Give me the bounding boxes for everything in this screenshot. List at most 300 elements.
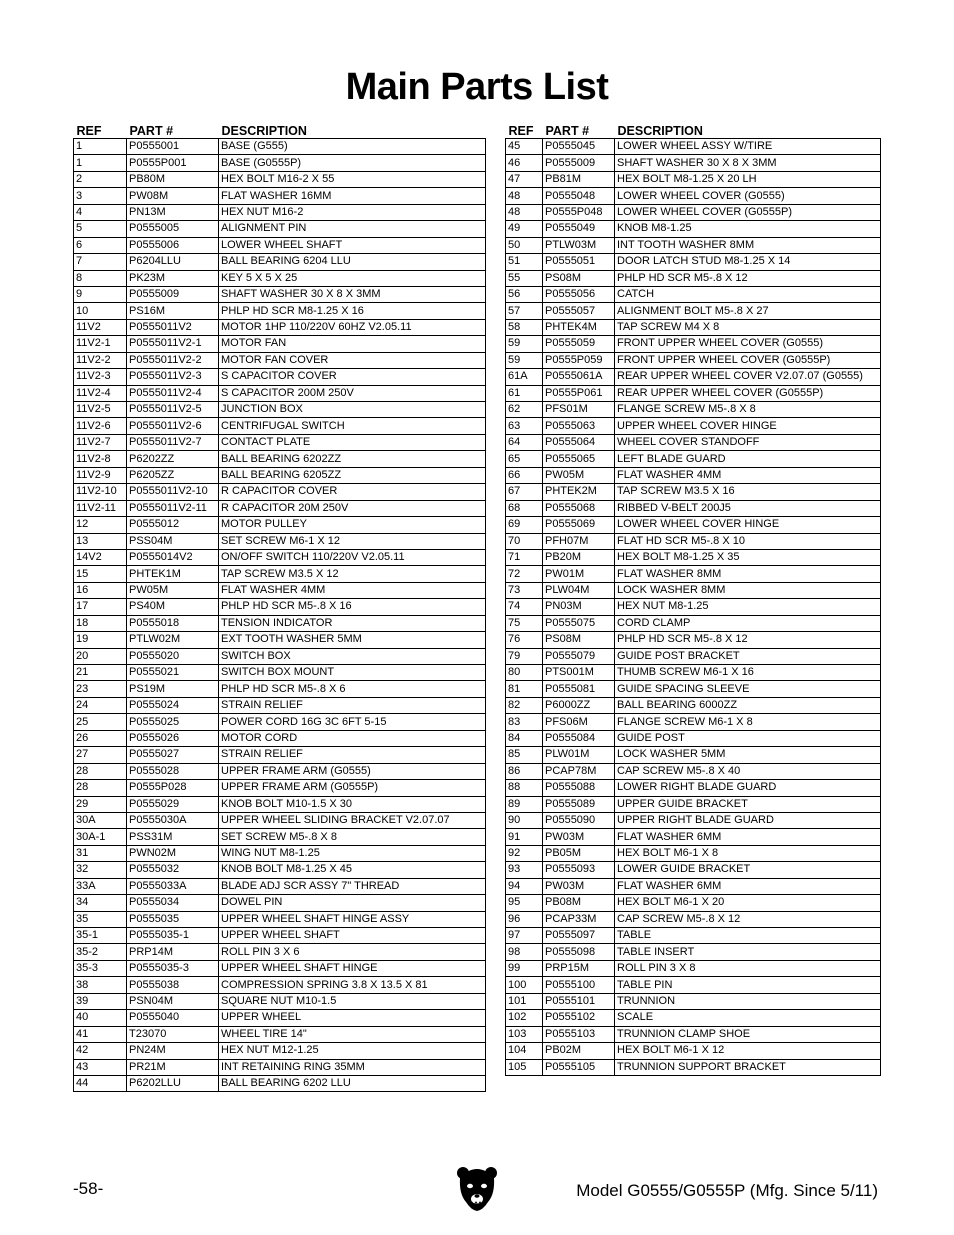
- table-row: [506, 780, 881, 796]
- part-number-cell: PW01M: [543, 566, 615, 582]
- part-number-cell: P0555032: [127, 862, 219, 878]
- table-row: [74, 780, 486, 796]
- table-row: [74, 517, 486, 533]
- part-number-cell: P0555063: [543, 418, 615, 434]
- description-cell: CORD CLAMP: [615, 615, 881, 631]
- description-cell: PHLP HD SCR M5-.8 X 12: [615, 270, 881, 286]
- part-number-cell: P0555021: [127, 665, 219, 681]
- part-number-cell: P0555029: [127, 796, 219, 812]
- description-cell: HEX NUT M8-1.25: [615, 599, 881, 615]
- table-row: [74, 697, 486, 713]
- part-number-cell: PW05M: [127, 582, 219, 598]
- part-number-cell: P0555038: [127, 977, 219, 993]
- ref-cell: 11V2-7: [74, 434, 127, 450]
- ref-cell: 40: [74, 1010, 127, 1026]
- table-row: [74, 1059, 486, 1075]
- part-number-cell: PSS31M: [127, 829, 219, 845]
- table-row: [506, 845, 881, 861]
- ref-cell: 61A: [506, 369, 543, 385]
- part-number-cell: P0555075: [543, 615, 615, 631]
- part-number-cell: PHTEK4M: [543, 319, 615, 335]
- ref-cell: 56: [506, 286, 543, 302]
- description-cell: DOWEL PIN: [219, 895, 486, 911]
- description-cell: POWER CORD 16G 3C 6FT 5-15: [219, 714, 486, 730]
- description-cell: TAP SCREW M3.5 X 12: [219, 566, 486, 582]
- description-cell: HEX BOLT M6-1 X 12: [615, 1043, 881, 1059]
- part-number-cell: PFH07M: [543, 533, 615, 549]
- table-row: [506, 369, 881, 385]
- part-number-cell: P0555059: [543, 336, 615, 352]
- ref-cell: 4: [74, 204, 127, 220]
- table-row: [74, 418, 486, 434]
- ref-cell: 69: [506, 517, 543, 533]
- description-cell: WING NUT M8-1.25: [219, 845, 486, 861]
- table-row: [74, 139, 486, 155]
- part-number-cell: P0555040: [127, 1010, 219, 1026]
- ref-cell: 73: [506, 582, 543, 598]
- description-cell: HEX NUT M12-1.25: [219, 1043, 486, 1059]
- part-number-cell: P6202ZZ: [127, 451, 219, 467]
- table-row: [506, 549, 881, 565]
- description-cell: BALL BEARING 6000ZZ: [615, 697, 881, 713]
- ref-cell: 11V2-11: [74, 500, 127, 516]
- ref-cell: 49: [506, 221, 543, 237]
- part-number-cell: P0555102: [543, 1010, 615, 1026]
- table-row: [74, 829, 486, 845]
- part-number-cell: P0555033A: [127, 878, 219, 894]
- ref-cell: 67: [506, 484, 543, 500]
- table-row: [506, 270, 881, 286]
- ref-cell: 12: [74, 517, 127, 533]
- ref-cell: 34: [74, 895, 127, 911]
- description-cell: UPPER WHEEL SHAFT: [219, 928, 486, 944]
- part-number-cell: PW03M: [543, 878, 615, 894]
- table-row: [506, 599, 881, 615]
- part-number-cell: P0555009: [543, 155, 615, 171]
- ref-cell: 95: [506, 895, 543, 911]
- ref-cell: 18: [74, 615, 127, 631]
- description-cell: CENTRIFUGAL SWITCH: [219, 418, 486, 434]
- description-cell: ALIGNMENT BOLT M5-.8 X 27: [615, 303, 881, 319]
- description-cell: MOTOR FAN: [219, 336, 486, 352]
- description-cell: ON/OFF SWITCH 110/220V V2.05.11: [219, 549, 486, 565]
- ref-cell: 10: [74, 303, 127, 319]
- part-number-cell: P0555090: [543, 812, 615, 828]
- bear-head-icon: [456, 1164, 498, 1212]
- description-cell: UPPER WHEEL SHAFT HINGE: [219, 960, 486, 976]
- ref-header: REF: [76, 124, 102, 138]
- ref-cell: 104: [506, 1043, 543, 1059]
- part-number-cell: PS16M: [127, 303, 219, 319]
- part-number-cell: PK23M: [127, 270, 219, 286]
- table-row: [74, 369, 486, 385]
- table-row: [506, 517, 881, 533]
- ref-cell: 28: [74, 763, 127, 779]
- table-row: [74, 467, 486, 483]
- description-header: DESCRIPTION: [221, 124, 307, 138]
- description-header: DESCRIPTION: [617, 124, 703, 138]
- page-number: -58-: [73, 1179, 104, 1198]
- description-cell: FRONT UPPER WHEEL COVER (G0555): [615, 336, 881, 352]
- ref-cell: 14V2: [74, 549, 127, 565]
- ref-cell: 86: [506, 763, 543, 779]
- table-row: [506, 829, 881, 845]
- part-number-cell: PS40M: [127, 599, 219, 615]
- part-number-cell: P0555100: [543, 977, 615, 993]
- part-number-cell: P0555011V2-5: [127, 402, 219, 418]
- ref-cell: 65: [506, 451, 543, 467]
- part-number-cell: P6202LLU: [127, 1075, 219, 1091]
- description-cell: CAP SCREW M5-.8 X 40: [615, 763, 881, 779]
- table-row: [74, 993, 486, 1009]
- ref-cell: 44: [74, 1075, 127, 1091]
- table-row: [74, 1075, 486, 1091]
- ref-cell: 51: [506, 254, 543, 270]
- part-number-cell: PW05M: [543, 467, 615, 483]
- table-row: [506, 484, 881, 500]
- table-row: [506, 254, 881, 270]
- part-number-cell: P0555064: [543, 434, 615, 450]
- ref-cell: 63: [506, 418, 543, 434]
- description-cell: PHLP HD SCR M5-.8 X 16: [219, 599, 486, 615]
- table-row: [506, 615, 881, 631]
- table-row: [74, 763, 486, 779]
- description-cell: UPPER WHEEL: [219, 1010, 486, 1026]
- table-row: [74, 1026, 486, 1042]
- part-number-cell: P0555056: [543, 286, 615, 302]
- ref-cell: 11V2-9: [74, 467, 127, 483]
- ref-cell: 61: [506, 385, 543, 401]
- table-row: [506, 1059, 881, 1075]
- ref-cell: 11V2: [74, 319, 127, 335]
- part-number-cell: PN24M: [127, 1043, 219, 1059]
- description-cell: HEX NUT M16-2: [219, 204, 486, 220]
- table-row: [74, 155, 486, 171]
- ref-cell: 28: [74, 780, 127, 796]
- part-header: PART #: [129, 124, 174, 138]
- part-number-cell: PLW04M: [543, 582, 615, 598]
- description-cell: LOWER WHEEL ASSY W/TIRE: [615, 139, 881, 155]
- description-cell: CAP SCREW M5-.8 X 12: [615, 911, 881, 927]
- part-number-cell: PS08M: [543, 270, 615, 286]
- table-row: [74, 747, 486, 763]
- table-row: [74, 451, 486, 467]
- table-row: [506, 632, 881, 648]
- part-number-cell: P0555028: [127, 763, 219, 779]
- part-number-cell: PTLW03M: [543, 237, 615, 253]
- table-row: [506, 977, 881, 993]
- description-cell: JUNCTION BOX: [219, 402, 486, 418]
- ref-cell: 76: [506, 632, 543, 648]
- ref-cell: 89: [506, 796, 543, 812]
- ref-cell: 32: [74, 862, 127, 878]
- ref-cell: 58: [506, 319, 543, 335]
- table-row: [74, 845, 486, 861]
- ref-cell: 92: [506, 845, 543, 861]
- part-number-cell: P0555049: [543, 221, 615, 237]
- part-number-cell: PLW01M: [543, 747, 615, 763]
- part-number-cell: P0555P028: [127, 780, 219, 796]
- ref-cell: 3: [74, 188, 127, 204]
- ref-cell: 15: [74, 566, 127, 582]
- description-cell: BALL BEARING 6204 LLU: [219, 254, 486, 270]
- description-cell: FLAT WASHER 6MM: [615, 829, 881, 845]
- description-cell: KEY 5 X 5 X 25: [219, 270, 486, 286]
- ref-cell: 33A: [74, 878, 127, 894]
- ref-cell: 11V2-10: [74, 484, 127, 500]
- table-row: [506, 139, 881, 155]
- table-row: [74, 319, 486, 335]
- ref-cell: 100: [506, 977, 543, 993]
- ref-cell: 35: [74, 911, 127, 927]
- part-number-cell: P0555081: [543, 681, 615, 697]
- description-cell: SHAFT WASHER 30 X 8 X 3MM: [219, 286, 486, 302]
- description-cell: BALL BEARING 6202 LLU: [219, 1075, 486, 1091]
- ref-cell: 11V2-8: [74, 451, 127, 467]
- table-row: [506, 697, 881, 713]
- table-row: [506, 763, 881, 779]
- description-cell: KNOB BOLT M10-1.5 X 30: [219, 796, 486, 812]
- part-number-cell: PS08M: [543, 632, 615, 648]
- table-row: [506, 319, 881, 335]
- part-number-cell: P0555051: [543, 254, 615, 270]
- part-number-cell: P0555057: [543, 303, 615, 319]
- part-header: PART #: [545, 124, 590, 138]
- description-cell: GUIDE SPACING SLEEVE: [615, 681, 881, 697]
- part-number-cell: PSS04M: [127, 533, 219, 549]
- ref-cell: 48: [506, 188, 543, 204]
- part-number-cell: P0555105: [543, 1059, 615, 1075]
- ref-cell: 46: [506, 155, 543, 171]
- description-cell: FLANGE SCREW M5-.8 X 8: [615, 402, 881, 418]
- part-number-cell: PSN04M: [127, 993, 219, 1009]
- description-cell: LOWER GUIDE BRACKET: [615, 862, 881, 878]
- ref-cell: 1: [74, 155, 127, 171]
- description-cell: SET SCREW M5-.8 X 8: [219, 829, 486, 845]
- table-row: [506, 434, 881, 450]
- ref-cell: 102: [506, 1010, 543, 1026]
- table-row: [74, 862, 486, 878]
- description-cell: KNOB BOLT M8-1.25 X 45: [219, 862, 486, 878]
- description-cell: TABLE INSERT: [615, 944, 881, 960]
- ref-cell: 2: [74, 171, 127, 187]
- part-number-cell: P6000ZZ: [543, 697, 615, 713]
- table-row: [74, 648, 486, 664]
- part-number-cell: P0555011V2-10: [127, 484, 219, 500]
- table-row: [506, 796, 881, 812]
- table-row: [506, 237, 881, 253]
- ref-cell: 30A-1: [74, 829, 127, 845]
- description-cell: WHEEL TIRE 14": [219, 1026, 486, 1042]
- table-row: [74, 681, 486, 697]
- table-row: [506, 1043, 881, 1059]
- table-row: [74, 188, 486, 204]
- description-cell: INT RETAINING RING 35MM: [219, 1059, 486, 1075]
- table-row: [74, 812, 486, 828]
- ref-cell: 75: [506, 615, 543, 631]
- table-row: [506, 665, 881, 681]
- description-cell: TABLE: [615, 928, 881, 944]
- description-cell: R CAPACITOR 20M 250V: [219, 500, 486, 516]
- table-row: [506, 385, 881, 401]
- ref-cell: 59: [506, 336, 543, 352]
- part-number-cell: P0555030A: [127, 812, 219, 828]
- ref-cell: 11V2-2: [74, 352, 127, 368]
- description-cell: S CAPACITOR COVER: [219, 369, 486, 385]
- table-row: [74, 336, 486, 352]
- description-cell: FLAT WASHER 4MM: [615, 467, 881, 483]
- table-row: [74, 549, 486, 565]
- table-row: [506, 171, 881, 187]
- part-number-cell: P0555P001: [127, 155, 219, 171]
- ref-cell: 66: [506, 467, 543, 483]
- table-row: [74, 714, 486, 730]
- ref-cell: 81: [506, 681, 543, 697]
- ref-cell: 82: [506, 697, 543, 713]
- description-cell: S CAPACITOR 200M 250V: [219, 385, 486, 401]
- table-row: [74, 665, 486, 681]
- ref-cell: 57: [506, 303, 543, 319]
- description-cell: SQUARE NUT M10-1.5: [219, 993, 486, 1009]
- ref-cell: 24: [74, 697, 127, 713]
- table-row: [506, 944, 881, 960]
- description-cell: REAR UPPER WHEEL COVER V2.07.07 (G0555): [615, 369, 881, 385]
- table-row: [74, 911, 486, 927]
- table-row: [506, 402, 881, 418]
- table-row: [74, 303, 486, 319]
- ref-cell: 42: [74, 1043, 127, 1059]
- description-cell: HEX BOLT M8-1.25 X 35: [615, 549, 881, 565]
- description-cell: ALIGNMENT PIN: [219, 221, 486, 237]
- part-number-cell: PB20M: [543, 549, 615, 565]
- ref-cell: 45: [506, 139, 543, 155]
- ref-cell: 39: [74, 993, 127, 1009]
- description-cell: WHEEL COVER STANDOFF: [615, 434, 881, 450]
- page-title: Main Parts List: [345, 66, 609, 108]
- part-number-cell: PTLW02M: [127, 632, 219, 648]
- table-row: [74, 1043, 486, 1059]
- description-cell: SHAFT WASHER 30 X 8 X 3MM: [615, 155, 881, 171]
- description-cell: PHLP HD SCR M8-1.25 X 16: [219, 303, 486, 319]
- ref-cell: 21: [74, 665, 127, 681]
- description-cell: FLANGE SCREW M6-1 X 8: [615, 714, 881, 730]
- description-cell: MOTOR PULLEY: [219, 517, 486, 533]
- ref-cell: 31: [74, 845, 127, 861]
- table-row: [74, 500, 486, 516]
- description-cell: EXT TOOTH WASHER 5MM: [219, 632, 486, 648]
- model-label: Model G0555/G0555P (Mfg. Since 5/11): [576, 1181, 878, 1200]
- table-row: [506, 286, 881, 302]
- part-number-cell: P0555005: [127, 221, 219, 237]
- description-cell: PHLP HD SCR M5-.8 X 12: [615, 632, 881, 648]
- part-number-cell: P0555006: [127, 237, 219, 253]
- description-cell: HEX BOLT M8-1.25 X 20 LH: [615, 171, 881, 187]
- description-cell: THUMB SCREW M6-1 X 16: [615, 665, 881, 681]
- ref-cell: 8: [74, 270, 127, 286]
- table-row: [506, 895, 881, 911]
- part-number-cell: P0555097: [543, 928, 615, 944]
- ref-cell: 99: [506, 960, 543, 976]
- ref-cell: 91: [506, 829, 543, 845]
- part-number-cell: P0555034: [127, 895, 219, 911]
- ref-cell: 101: [506, 993, 543, 1009]
- table-row: [506, 566, 881, 582]
- ref-cell: 48: [506, 204, 543, 220]
- part-number-cell: P0555011V2-3: [127, 369, 219, 385]
- ref-cell: 9: [74, 286, 127, 302]
- part-number-cell: PB80M: [127, 171, 219, 187]
- description-cell: TRUNNION: [615, 993, 881, 1009]
- description-cell: GUIDE POST BRACKET: [615, 648, 881, 664]
- description-cell: SWITCH BOX MOUNT: [219, 665, 486, 681]
- ref-cell: 11V2-6: [74, 418, 127, 434]
- description-cell: BALL BEARING 6205ZZ: [219, 467, 486, 483]
- ref-cell: 62: [506, 402, 543, 418]
- ref-cell: 70: [506, 533, 543, 549]
- table-row: [506, 747, 881, 763]
- part-number-cell: P0555103: [543, 1026, 615, 1042]
- description-cell: LOWER WHEEL COVER (G0555P): [615, 204, 881, 220]
- description-cell: TENSION INDICATOR: [219, 615, 486, 631]
- description-cell: SCALE: [615, 1010, 881, 1026]
- part-number-cell: P0555P048: [543, 204, 615, 220]
- ref-cell: 85: [506, 747, 543, 763]
- description-cell: HEX BOLT M16-2 X 55: [219, 171, 486, 187]
- table-row: [506, 221, 881, 237]
- table-row: [506, 648, 881, 664]
- ref-cell: 26: [74, 730, 127, 746]
- parts-table-right: [505, 120, 881, 1076]
- ref-cell: 59: [506, 352, 543, 368]
- part-number-cell: P0555011V2-2: [127, 352, 219, 368]
- part-number-cell: P0555011V2-1: [127, 336, 219, 352]
- description-cell: CATCH: [615, 286, 881, 302]
- part-number-cell: P0555101: [543, 993, 615, 1009]
- description-cell: FLAT WASHER 4MM: [219, 582, 486, 598]
- table-row: [74, 730, 486, 746]
- part-number-cell: P0555011V2-7: [127, 434, 219, 450]
- part-number-cell: P0555P059: [543, 352, 615, 368]
- ref-cell: 41: [74, 1026, 127, 1042]
- part-number-cell: P0555009: [127, 286, 219, 302]
- description-cell: LEFT BLADE GUARD: [615, 451, 881, 467]
- ref-cell: 83: [506, 714, 543, 730]
- ref-cell: 25: [74, 714, 127, 730]
- part-number-cell: P0555061A: [543, 369, 615, 385]
- description-cell: LOWER WHEEL COVER HINGE: [615, 517, 881, 533]
- table-row: [506, 336, 881, 352]
- part-number-cell: PRP15M: [543, 960, 615, 976]
- table-row: [74, 796, 486, 812]
- table-row: [506, 1010, 881, 1026]
- description-cell: UPPER FRAME ARM (G0555): [219, 763, 486, 779]
- description-cell: CONTACT PLATE: [219, 434, 486, 450]
- part-number-cell: P0555088: [543, 780, 615, 796]
- description-cell: BASE (G0555P): [219, 155, 486, 171]
- table-row: [74, 237, 486, 253]
- part-number-cell: PTS001M: [543, 665, 615, 681]
- parts-table-left: [73, 120, 486, 1092]
- table-row: [74, 533, 486, 549]
- description-cell: LOCK WASHER 5MM: [615, 747, 881, 763]
- table-row: [506, 714, 881, 730]
- part-number-cell: PRP14M: [127, 944, 219, 960]
- description-cell: UPPER FRAME ARM (G0555P): [219, 780, 486, 796]
- description-cell: BALL BEARING 6202ZZ: [219, 451, 486, 467]
- description-cell: HEX BOLT M6-1 X 8: [615, 845, 881, 861]
- description-cell: FRONT UPPER WHEEL COVER (G0555P): [615, 352, 881, 368]
- description-cell: MOTOR CORD: [219, 730, 486, 746]
